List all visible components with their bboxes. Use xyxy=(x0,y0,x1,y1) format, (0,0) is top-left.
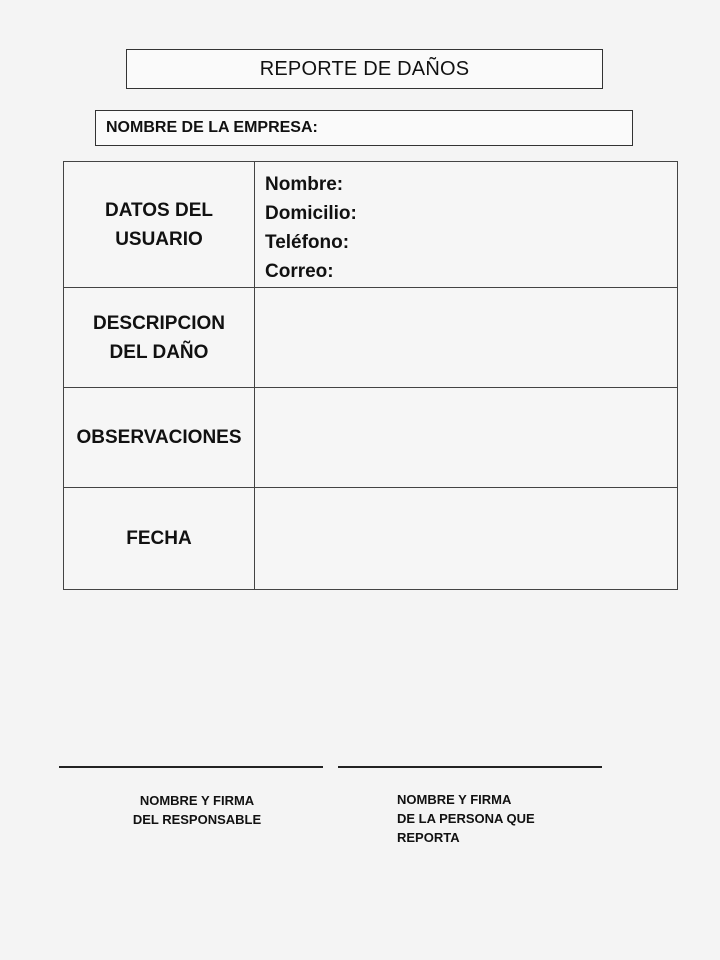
user-address-field-label: Domicilio: xyxy=(265,203,357,224)
responsible-signature-caption xyxy=(130,791,264,829)
user-email-field-label: Correo: xyxy=(265,261,334,282)
date-value-cell[interactable] xyxy=(255,488,678,590)
responsible-signature-line[interactable] xyxy=(59,766,323,768)
damage-description-label-cell xyxy=(64,288,255,388)
reporter-caption-line3: REPORTA xyxy=(397,830,460,845)
reporter-signature-caption xyxy=(397,790,535,847)
report-title xyxy=(126,49,603,89)
user-data-label-cell xyxy=(64,162,255,288)
damage-description-label-line1: DESCRIPCION xyxy=(93,312,225,334)
user-name-field-label: Nombre: xyxy=(265,174,344,195)
date-label: FECHA xyxy=(126,528,192,549)
date-label-cell xyxy=(64,488,255,590)
report-form-table xyxy=(63,161,678,590)
damage-description-row xyxy=(64,288,678,388)
observations-row xyxy=(64,388,678,488)
observations-label: OBSERVACIONES xyxy=(76,427,242,448)
observations-value-cell[interactable] xyxy=(255,388,678,488)
damage-description-value-cell[interactable] xyxy=(255,288,678,388)
report-title-text: REPORTE DE DAÑOS xyxy=(259,57,470,80)
damage-description-label-line2: DEL DAÑO xyxy=(109,341,209,363)
date-row xyxy=(64,488,678,590)
reporter-caption-line1: NOMBRE Y FIRMA xyxy=(397,792,512,807)
observations-label-cell xyxy=(64,388,255,488)
user-data-label-line2: USUARIO xyxy=(115,228,203,250)
company-name-label: NOMBRE DE LA EMPRESA: xyxy=(106,119,318,136)
reporter-caption-line2: DE LA PERSONA QUE xyxy=(397,811,535,826)
user-data-value-cell[interactable] xyxy=(255,162,678,288)
responsible-caption-line2: DEL RESPONSABLE xyxy=(132,812,262,827)
reporter-signature-line[interactable] xyxy=(338,766,602,768)
user-phone-field-label: Teléfono: xyxy=(265,232,350,253)
user-fields-list xyxy=(255,162,677,286)
company-name-field[interactable] xyxy=(95,110,633,146)
responsible-caption-line1: NOMBRE Y FIRMA xyxy=(139,793,255,808)
user-data-row xyxy=(64,162,678,288)
user-data-label-line1: DATOS DEL xyxy=(104,199,214,221)
